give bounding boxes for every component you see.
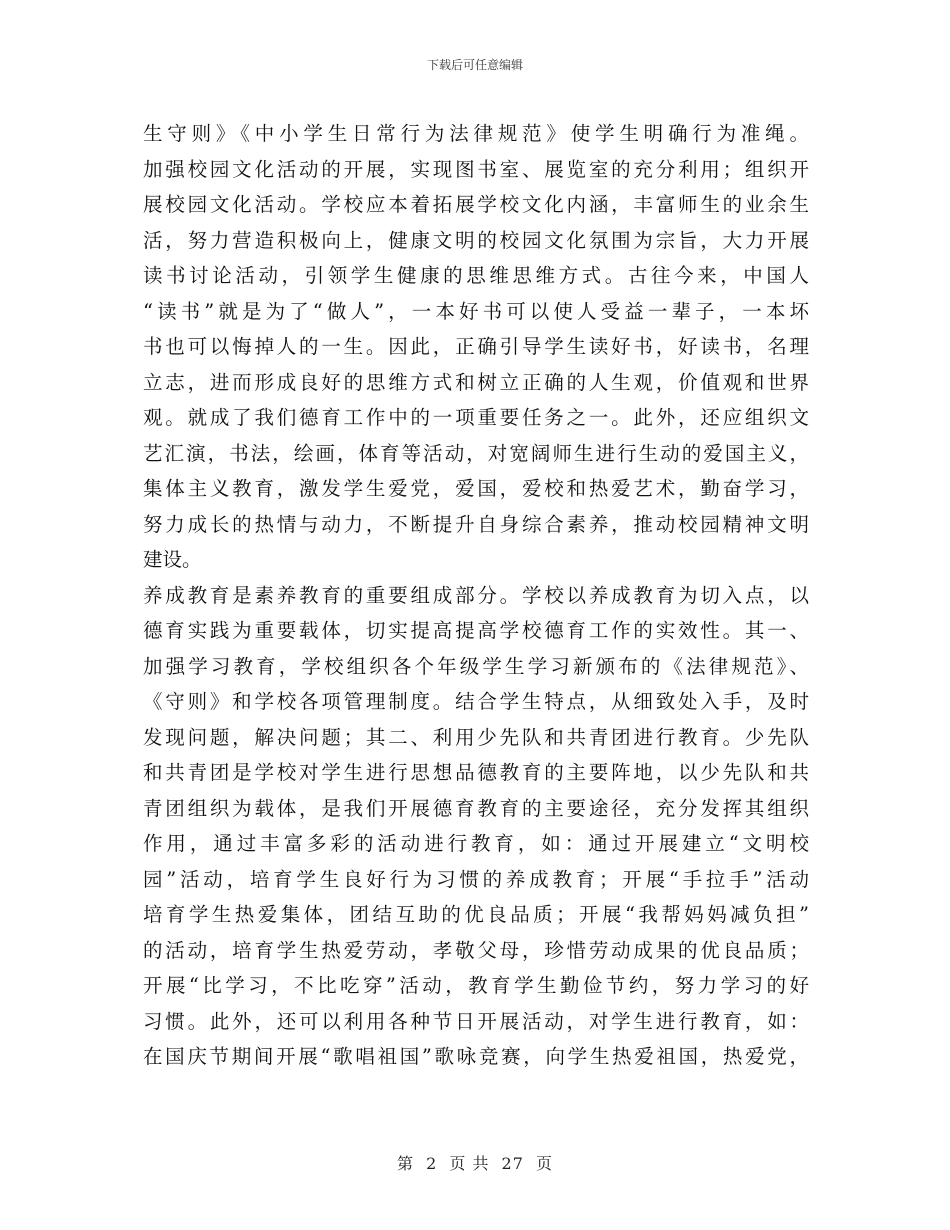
- text-line: 的活动，培育学生热爱劳动，孝敬父母，珍惜劳动成果的优良品质；: [143, 938, 809, 962]
- text-line: 努力成长的热情与动力，不断提升自身综合素养，推动校园精神文明: [143, 512, 809, 536]
- text-line: 习惯。此外，还可以利用各种节日开展活动，对学生进行教育，如：: [143, 1009, 809, 1033]
- text-line: 培育学生热爱集体，团结互助的优良品质；开展“我帮妈妈减负担”: [143, 903, 809, 926]
- text-line: 书也可以悔掉人的一生。因此，正确引导学生读好书，好读书，名理: [143, 335, 809, 358]
- text-line: 生守则》《中小学生日常行为法律规范》使学生明确行为准绳。: [143, 122, 809, 145]
- total-pages: 27: [501, 1154, 524, 1173]
- text-line: 建设。: [143, 548, 202, 571]
- text-line: 在国庆节期间开展“歌唱祖国”歌咏竞赛，向学生热爱祖国，热爱党，: [143, 1045, 809, 1068]
- footer-middle: 页 共: [449, 1154, 490, 1173]
- text-line: 立志，进而形成良好的思维方式和树立正确的人生观，价值观和世界: [143, 370, 809, 394]
- footer-prefix: 第: [396, 1154, 414, 1173]
- text-line: 活，努力营造积极向上，健康文明的校园文化氛围为宗旨，大力开展: [143, 228, 809, 252]
- text-line: 和共青团是学校对学生进行思想品德教育的主要阵地，以少先队和共: [143, 761, 809, 784]
- text-line: 读书讨论活动，引领学生健康的思维思维方式。古往今来，中国人: [143, 264, 809, 287]
- footer-suffix: 页: [536, 1154, 554, 1173]
- text-line: 养成教育是素养教育的重要组成部分。学校以养成教育为切入点，以: [143, 583, 809, 607]
- page-number: 2: [426, 1154, 438, 1173]
- text-line: “读书”就是为了“做人”，一本好书可以使人受益一辈子，一本坏: [143, 299, 809, 323]
- text-line: 集体主义教育，激发学生爱党，爱国，爱校和热爱艺术，勤奋学习，: [143, 477, 809, 500]
- text-line: 《守则》和学校各项管理制度。结合学生特点，从细致处入手，及时: [143, 690, 809, 713]
- document-body: [143, 116, 809, 1075]
- text-line: 加强校园文化活动的开展，实现图书室、展览室的充分利用；组织开: [143, 157, 809, 181]
- page-footer: [0, 1151, 950, 1174]
- page-header-note: 下载后可任意编辑: [426, 58, 523, 72]
- text-line: 艺汇演，书法，绘画，体育等活动，对宽阔师生进行生动的爱国主义，: [143, 441, 809, 465]
- text-line: 观。就成了我们德育工作中的一项重要任务之一。此外，还应组织文: [143, 406, 809, 429]
- text-line: 青团组织为载体，是我们开展德育教育的主要途径，充分发挥其组织: [143, 796, 809, 820]
- text-line: 园”活动，培育学生良好行为习惯的养成教育；开展“手拉手”活动: [143, 867, 809, 891]
- text-line: 德育实践为重要载体，切实提高提高学校德育工作的实效性。其一、: [143, 619, 809, 642]
- text-line: 加强学习教育，学校组织各个年级学生学习新颁布的《法律规范》、: [143, 654, 809, 678]
- text-line: 开展“比学习，不比吃穿”活动，教育学生勤俭节约，努力学习的好: [143, 974, 809, 997]
- text-line: 发现问题，解决问题；其二、利用少先队和共青团进行教育。少先队: [143, 725, 809, 749]
- text-line: 作用，通过丰富多彩的活动进行教育，如：通过开展建立“文明校: [143, 832, 809, 855]
- text-line: 展校园文化活动。学校应本着拓展学校文化内涵，丰富师生的业余生: [143, 193, 809, 216]
